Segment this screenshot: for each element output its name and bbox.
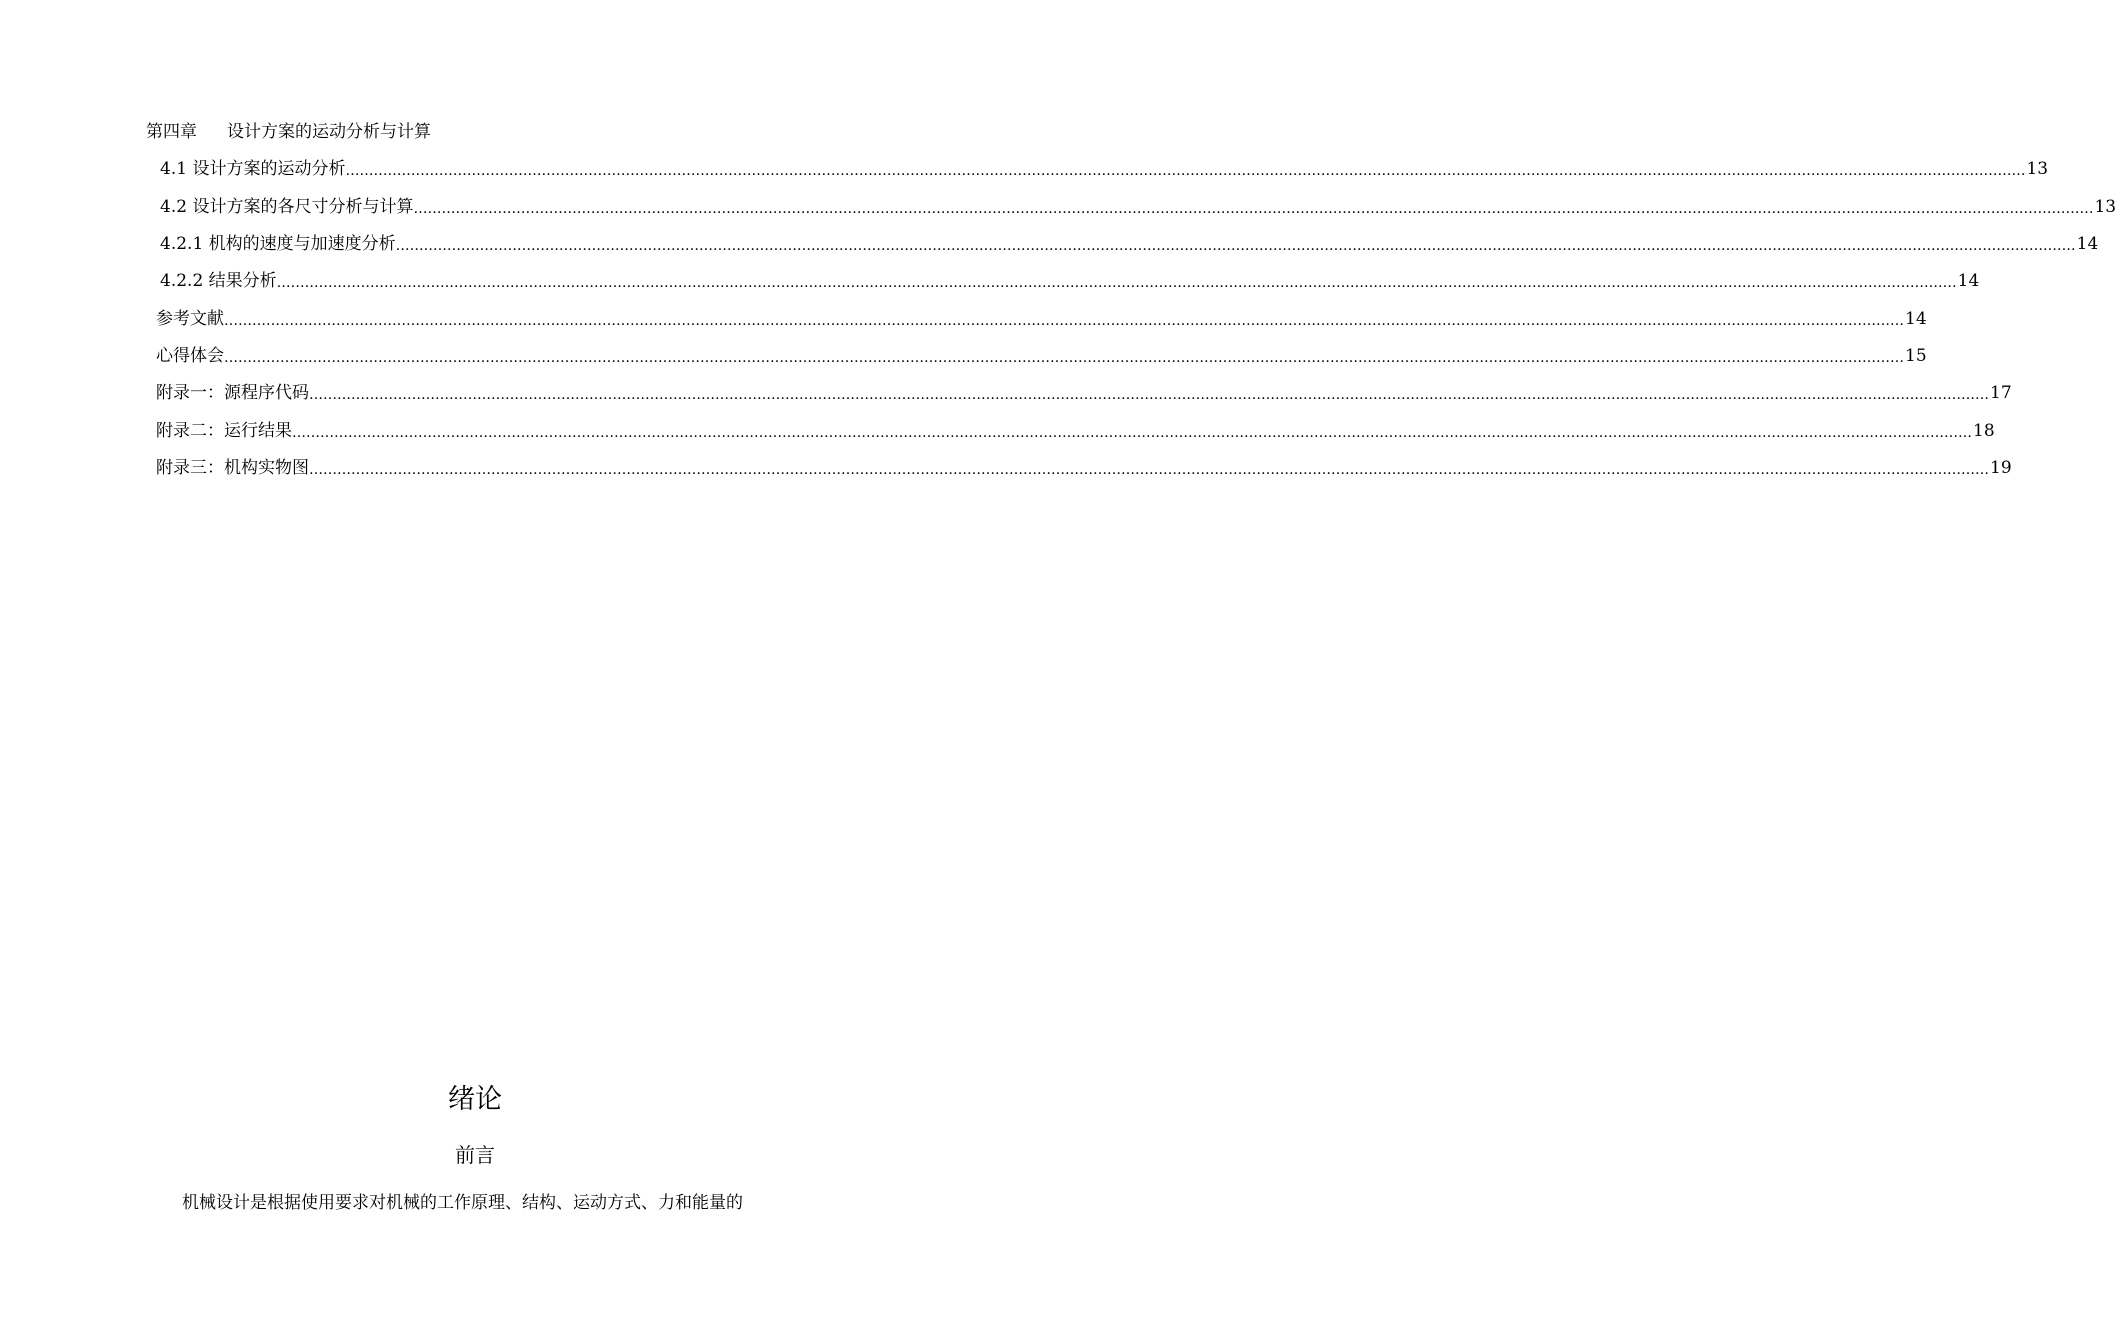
introduction-title: 绪论 — [448, 1084, 502, 1115]
toc-entry-label: 心得体会 — [156, 346, 224, 366]
toc-leader-dots: ……………………………………………………………………………………………………………………………………………………………………………………………………………………………………………………………………………………………………………………………… — [292, 425, 1972, 441]
toc-leader-dots: ……………………………………………………………………………………………………………………………………………………………………………………………………………………………………………………………………………………………………………………………… — [224, 350, 1904, 366]
toc-leader-dots: ……………………………………………………………………………………………………………………………………………………………………………………………………………………………………………………………………………………………………………………………… — [309, 387, 1989, 403]
toc-entry-appendix-2[interactable] — [156, 418, 1995, 444]
preface-subtitle: 前言 — [455, 1143, 495, 1167]
toc-entry-page: 13 — [2026, 159, 2049, 179]
toc-entry-page: 18 — [1973, 421, 1995, 441]
toc-entry-label: 4.2.1 机构的速度与加速度分析 — [160, 234, 396, 254]
toc-entry-label: 附录三：机构实物图 — [156, 458, 309, 478]
toc-entry-4-2-2[interactable] — [160, 268, 1980, 294]
toc-leader-dots: ……………………………………………………………………………………………………………………………………………………………………………………………………………………………………………………………………………………………………………………………… — [395, 238, 2076, 254]
toc-leader-dots: ……………………………………………………………………………………………………………………………………………………………………………………………………………………………………………………………………………………………………………………………… — [309, 462, 1989, 478]
toc-leader-dots: ……………………………………………………………………………………………………………………………………………………………………………………………………………………………………………………………………………………………………………………………… — [413, 201, 2094, 217]
toc-entry-page: 14 — [1957, 271, 1980, 291]
toc-entry-appendix-3[interactable] — [156, 455, 2012, 481]
toc-entry-4-2[interactable] — [160, 194, 2116, 220]
chapter-number: 第四章 — [146, 122, 197, 142]
toc-entry-label: 4.2 设计方案的各尺寸分析与计算 — [160, 197, 414, 217]
chapter-title: 设计方案的运动分析与计算 — [227, 122, 431, 142]
toc-entry-page: 14 — [2076, 234, 2099, 254]
toc-entry-page: 17 — [1990, 383, 2012, 403]
toc-entry-reflections[interactable] — [156, 343, 1927, 369]
toc-entry-page: 13 — [2094, 197, 2116, 217]
toc-entry-references[interactable] — [156, 306, 1927, 332]
toc-leader-dots: ……………………………………………………………………………………………………………………………………………………………………………………………………………………………………………………………………………………………………………………………… — [276, 275, 1957, 291]
toc-entry-4-2-1[interactable] — [160, 231, 2099, 257]
toc-entry-appendix-1[interactable] — [156, 380, 2012, 406]
toc-entry-label: 4.1 设计方案的运动分析 — [160, 159, 346, 179]
toc-entry-label: 4.2.2 结果分析 — [160, 271, 277, 291]
toc-leader-dots: ……………………………………………………………………………………………………………………………………………………………………………………………………………………………………………………………………………………………………………………………… — [224, 313, 1904, 329]
toc-entry-page: 15 — [1905, 346, 1927, 366]
toc-entry-label: 附录一：源程序代码 — [156, 383, 309, 403]
toc-entry-label: 参考文献 — [156, 309, 224, 329]
preface-first-line: 机械设计是根据使用要求对机械的工作原理、结构、运动方式、力和能量的 — [182, 1193, 743, 1213]
toc-entry-label: 附录二：运行结果 — [156, 421, 292, 441]
toc-entry-4-1[interactable] — [160, 156, 2049, 182]
toc-entry-page: 14 — [1905, 309, 1927, 329]
table-of-contents — [0, 0, 2116, 500]
toc-leader-dots: ……………………………………………………………………………………………………………………………………………………………………………………………………………………………………………………………………………………………………………………………… — [345, 163, 2026, 179]
toc-entry-page: 19 — [1990, 458, 2012, 478]
